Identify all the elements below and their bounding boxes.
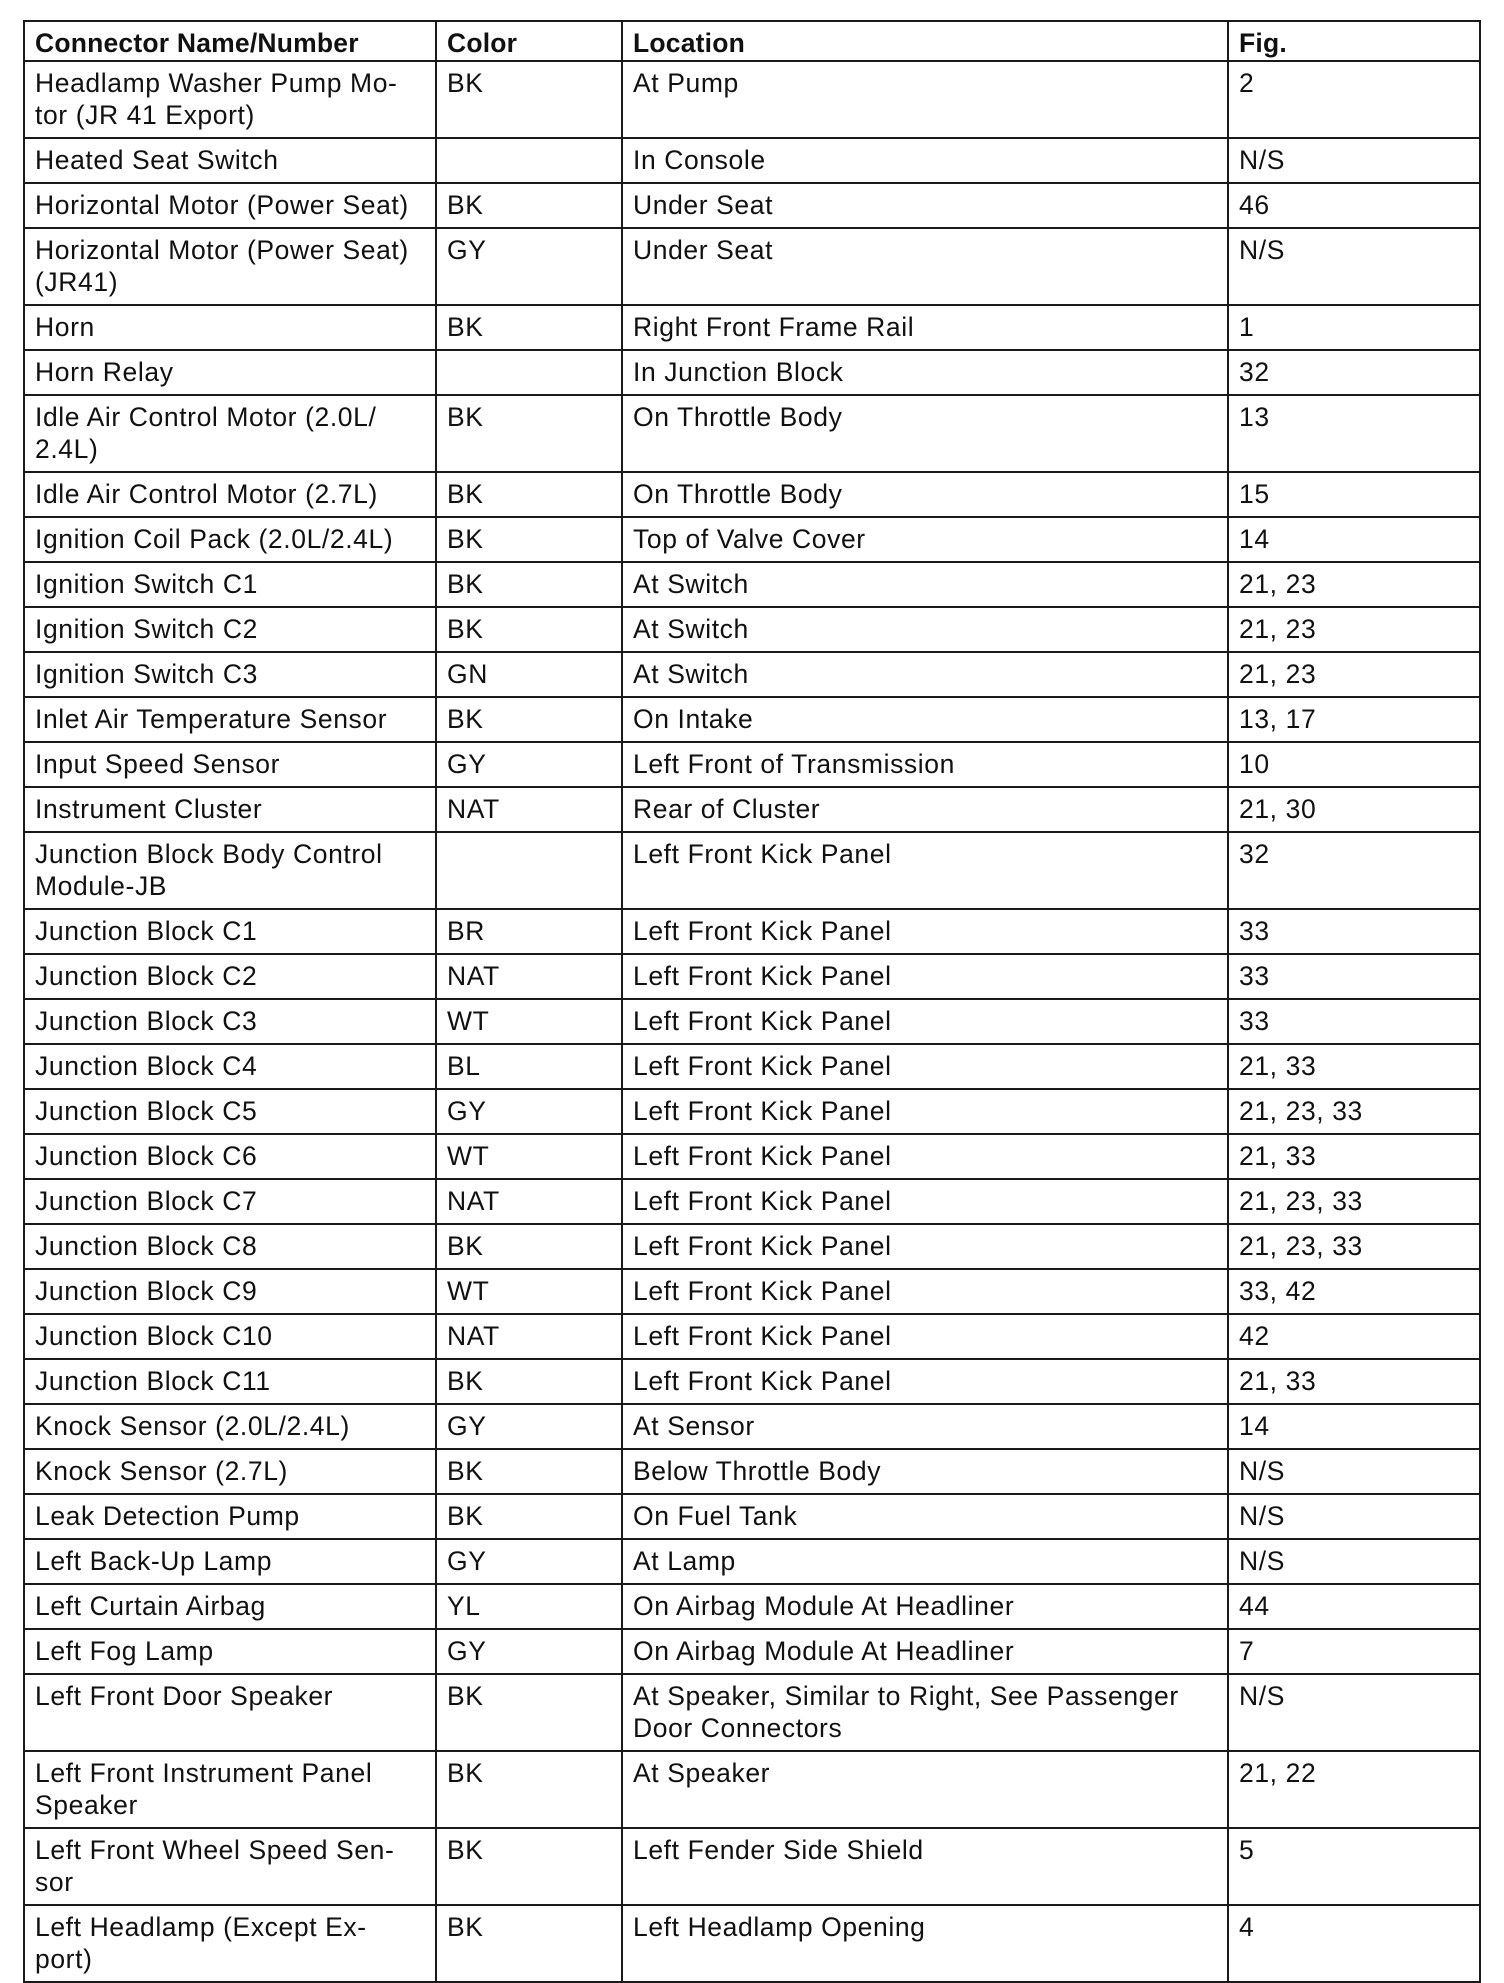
cell-location: Top of Valve Cover <box>622 517 1228 562</box>
cell-fig: 33, 42 <box>1228 1269 1480 1314</box>
table-row <box>24 1404 1480 1449</box>
cell-color: NAT <box>436 787 622 832</box>
cell-color: BK <box>436 395 622 472</box>
cell-fig: 15 <box>1228 472 1480 517</box>
table-row <box>24 1674 1480 1751</box>
cell-fig: 7 <box>1228 1629 1480 1674</box>
cell-location: At Speaker, Similar to Right, See Passenger Door Connectors <box>622 1674 1228 1751</box>
cell-color: GY <box>436 1089 622 1134</box>
cell-connector-name: Junction Block C11 <box>24 1359 436 1404</box>
cell-fig: 44 <box>1228 1584 1480 1629</box>
cell-fig: 14 <box>1228 517 1480 562</box>
cell-location: Under Seat <box>622 183 1228 228</box>
cell-location: Left Front Kick Panel <box>622 1314 1228 1359</box>
cell-location: Left Front Kick Panel <box>622 1134 1228 1179</box>
cell-fig: N/S <box>1228 1674 1480 1751</box>
cell-fig: 46 <box>1228 183 1480 228</box>
table-row <box>24 1539 1480 1584</box>
cell-connector-name: Horizontal Motor (Power Seat) <box>24 183 436 228</box>
cell-location: Left Front Kick Panel <box>622 909 1228 954</box>
cell-location: Left Front Kick Panel <box>622 1224 1228 1269</box>
table-row <box>24 562 1480 607</box>
cell-fig: 21, 23 <box>1228 652 1480 697</box>
cell-color: BK <box>436 472 622 517</box>
table-row <box>24 1224 1480 1269</box>
cell-fig: 21, 23, 33 <box>1228 1089 1480 1134</box>
connector-table <box>23 20 1481 1983</box>
cell-connector-name: Horn <box>24 305 436 350</box>
cell-color: BK <box>436 1449 622 1494</box>
cell-fig: 4 <box>1228 1905 1480 1982</box>
table-row <box>24 607 1480 652</box>
cell-connector-name: Ignition Switch C2 <box>24 607 436 652</box>
cell-connector-name: Junction Block C7 <box>24 1179 436 1224</box>
cell-color: GY <box>436 1629 622 1674</box>
cell-location: Rear of Cluster <box>622 787 1228 832</box>
cell-connector-name: Junction Block C9 <box>24 1269 436 1314</box>
cell-fig: 10 <box>1228 742 1480 787</box>
cell-location: Left Front Kick Panel <box>622 1089 1228 1134</box>
cell-color: BK <box>436 607 622 652</box>
cell-location: At Switch <box>622 562 1228 607</box>
cell-location: On Airbag Module At Headliner <box>622 1629 1228 1674</box>
cell-color: BK <box>436 697 622 742</box>
cell-location: At Speaker <box>622 1751 1228 1828</box>
cell-fig: N/S <box>1228 1494 1480 1539</box>
cell-connector-name: Instrument Cluster <box>24 787 436 832</box>
cell-location: Left Front Kick Panel <box>622 954 1228 999</box>
cell-location: Left Front Kick Panel <box>622 832 1228 909</box>
cell-connector-name: Junction Block C8 <box>24 1224 436 1269</box>
cell-connector-name: Ignition Coil Pack (2.0L/2.4L) <box>24 517 436 562</box>
table-row <box>24 1044 1480 1089</box>
cell-fig: 5 <box>1228 1828 1480 1905</box>
table-row <box>24 183 1480 228</box>
table-row <box>24 1629 1480 1674</box>
table-body <box>24 61 1480 1982</box>
cell-location: Left Front Kick Panel <box>622 1179 1228 1224</box>
cell-fig: 21, 30 <box>1228 787 1480 832</box>
table-row <box>24 350 1480 395</box>
cell-color: BK <box>436 562 622 607</box>
cell-location: Under Seat <box>622 228 1228 305</box>
table-row <box>24 1905 1480 1982</box>
cell-color: GY <box>436 228 622 305</box>
cell-connector-name: Junction Block C4 <box>24 1044 436 1089</box>
cell-color: GY <box>436 1404 622 1449</box>
cell-color: WT <box>436 999 622 1044</box>
cell-fig: 21, 23, 33 <box>1228 1224 1480 1269</box>
cell-color: BK <box>436 1224 622 1269</box>
cell-fig: 13 <box>1228 395 1480 472</box>
table-row <box>24 1751 1480 1828</box>
cell-connector-name: Horn Relay <box>24 350 436 395</box>
cell-color <box>436 350 622 395</box>
cell-location: Left Front Kick Panel <box>622 1269 1228 1314</box>
table-row <box>24 395 1480 472</box>
table-row <box>24 909 1480 954</box>
cell-location: On Airbag Module At Headliner <box>622 1584 1228 1629</box>
cell-connector-name: Idle Air Control Motor (2.7L) <box>24 472 436 517</box>
cell-color: YL <box>436 1584 622 1629</box>
cell-location: In Console <box>622 138 1228 183</box>
cell-color: WT <box>436 1269 622 1314</box>
cell-color: NAT <box>436 1314 622 1359</box>
cell-color: BL <box>436 1044 622 1089</box>
table-row <box>24 832 1480 909</box>
cell-color: BK <box>436 517 622 562</box>
table-row <box>24 1269 1480 1314</box>
cell-color: BR <box>436 909 622 954</box>
table-row <box>24 1584 1480 1629</box>
cell-location: At Switch <box>622 652 1228 697</box>
cell-connector-name: Leak Detection Pump <box>24 1494 436 1539</box>
cell-location: On Intake <box>622 697 1228 742</box>
table-row <box>24 1134 1480 1179</box>
table-row <box>24 787 1480 832</box>
cell-color: GN <box>436 652 622 697</box>
cell-connector-name: Junction Block C2 <box>24 954 436 999</box>
table-row <box>24 742 1480 787</box>
table-row <box>24 1449 1480 1494</box>
cell-fig: N/S <box>1228 1539 1480 1584</box>
cell-fig: 33 <box>1228 999 1480 1044</box>
cell-color <box>436 138 622 183</box>
table-row <box>24 1314 1480 1359</box>
cell-connector-name: Headlamp Washer Pump Mo- tor (JR 41 Export) <box>24 61 436 138</box>
cell-location: On Fuel Tank <box>622 1494 1228 1539</box>
cell-fig: 14 <box>1228 1404 1480 1449</box>
cell-connector-name: Knock Sensor (2.7L) <box>24 1449 436 1494</box>
cell-connector-name: Junction Block Body Control Module-JB <box>24 832 436 909</box>
table-row <box>24 1359 1480 1404</box>
cell-fig: N/S <box>1228 228 1480 305</box>
cell-connector-name: Left Front Wheel Speed Sen- sor <box>24 1828 436 1905</box>
cell-color: WT <box>436 1134 622 1179</box>
table-row <box>24 697 1480 742</box>
cell-location: Left Front Kick Panel <box>622 999 1228 1044</box>
cell-color: GY <box>436 1539 622 1584</box>
cell-color: BK <box>436 305 622 350</box>
cell-location: Left Headlamp Opening <box>622 1905 1228 1982</box>
cell-connector-name: Inlet Air Temperature Sensor <box>24 697 436 742</box>
table-row <box>24 1179 1480 1224</box>
cell-fig: N/S <box>1228 138 1480 183</box>
cell-connector-name: Junction Block C6 <box>24 1134 436 1179</box>
table-row <box>24 1828 1480 1905</box>
table-row <box>24 954 1480 999</box>
cell-fig: 2 <box>1228 61 1480 138</box>
header-location: Location <box>622 21 1228 61</box>
cell-color: BK <box>436 1905 622 1982</box>
cell-location: At Pump <box>622 61 1228 138</box>
cell-connector-name: Left Curtain Airbag <box>24 1584 436 1629</box>
cell-location: On Throttle Body <box>622 472 1228 517</box>
cell-connector-name: Heated Seat Switch <box>24 138 436 183</box>
cell-fig: 21, 33 <box>1228 1044 1480 1089</box>
cell-location: Left Front Kick Panel <box>622 1359 1228 1404</box>
cell-fig: 42 <box>1228 1314 1480 1359</box>
cell-fig: 21, 22 <box>1228 1751 1480 1828</box>
cell-color: BK <box>436 61 622 138</box>
cell-color: BK <box>436 1494 622 1539</box>
table-row <box>24 472 1480 517</box>
cell-color <box>436 832 622 909</box>
cell-fig: 21, 33 <box>1228 1134 1480 1179</box>
cell-connector-name: Idle Air Control Motor (2.0L/ 2.4L) <box>24 395 436 472</box>
table-row <box>24 999 1480 1044</box>
header-row <box>24 21 1480 61</box>
cell-connector-name: Left Back-Up Lamp <box>24 1539 436 1584</box>
cell-connector-name: Input Speed Sensor <box>24 742 436 787</box>
cell-connector-name: Junction Block C5 <box>24 1089 436 1134</box>
cell-color: NAT <box>436 954 622 999</box>
table-row <box>24 1089 1480 1134</box>
cell-location: Left Fender Side Shield <box>622 1828 1228 1905</box>
cell-connector-name: Knock Sensor (2.0L/2.4L) <box>24 1404 436 1449</box>
cell-location: Below Throttle Body <box>622 1449 1228 1494</box>
cell-color: GY <box>436 742 622 787</box>
cell-fig: 1 <box>1228 305 1480 350</box>
table-row <box>24 1494 1480 1539</box>
cell-connector-name: Junction Block C3 <box>24 999 436 1044</box>
cell-location: On Throttle Body <box>622 395 1228 472</box>
cell-location: In Junction Block <box>622 350 1228 395</box>
cell-fig: 21, 23 <box>1228 607 1480 652</box>
cell-fig: N/S <box>1228 1449 1480 1494</box>
cell-connector-name: Ignition Switch C3 <box>24 652 436 697</box>
cell-fig: 13, 17 <box>1228 697 1480 742</box>
cell-color: BK <box>436 183 622 228</box>
cell-connector-name: Ignition Switch C1 <box>24 562 436 607</box>
table-row <box>24 305 1480 350</box>
cell-location: At Lamp <box>622 1539 1228 1584</box>
cell-fig: 32 <box>1228 350 1480 395</box>
cell-connector-name: Left Front Door Speaker <box>24 1674 436 1751</box>
header-color: Color <box>436 21 622 61</box>
cell-color: BK <box>436 1359 622 1404</box>
cell-fig: 21, 23, 33 <box>1228 1179 1480 1224</box>
cell-color: NAT <box>436 1179 622 1224</box>
cell-connector-name: Left Fog Lamp <box>24 1629 436 1674</box>
cell-location: Right Front Frame Rail <box>622 305 1228 350</box>
table-row <box>24 228 1480 305</box>
cell-color: BK <box>436 1828 622 1905</box>
cell-color: BK <box>436 1751 622 1828</box>
cell-fig: 21, 33 <box>1228 1359 1480 1404</box>
cell-location: Left Front of Transmission <box>622 742 1228 787</box>
cell-connector-name: Left Front Instrument Panel Speaker <box>24 1751 436 1828</box>
header-connector-name: Connector Name/Number <box>24 21 436 61</box>
cell-fig: 21, 23 <box>1228 562 1480 607</box>
cell-location: At Switch <box>622 607 1228 652</box>
cell-color: BK <box>436 1674 622 1751</box>
header-fig: Fig. <box>1228 21 1480 61</box>
cell-connector-name: Left Headlamp (Except Ex- port) <box>24 1905 436 1982</box>
cell-fig: 33 <box>1228 909 1480 954</box>
cell-connector-name: Junction Block C10 <box>24 1314 436 1359</box>
cell-fig: 32 <box>1228 832 1480 909</box>
cell-location: At Sensor <box>622 1404 1228 1449</box>
cell-location: Left Front Kick Panel <box>622 1044 1228 1089</box>
table-row <box>24 652 1480 697</box>
table-row <box>24 517 1480 562</box>
table-row <box>24 61 1480 138</box>
cell-connector-name: Horizontal Motor (Power Seat) (JR41) <box>24 228 436 305</box>
cell-connector-name: Junction Block C1 <box>24 909 436 954</box>
table-row <box>24 138 1480 183</box>
cell-fig: 33 <box>1228 954 1480 999</box>
